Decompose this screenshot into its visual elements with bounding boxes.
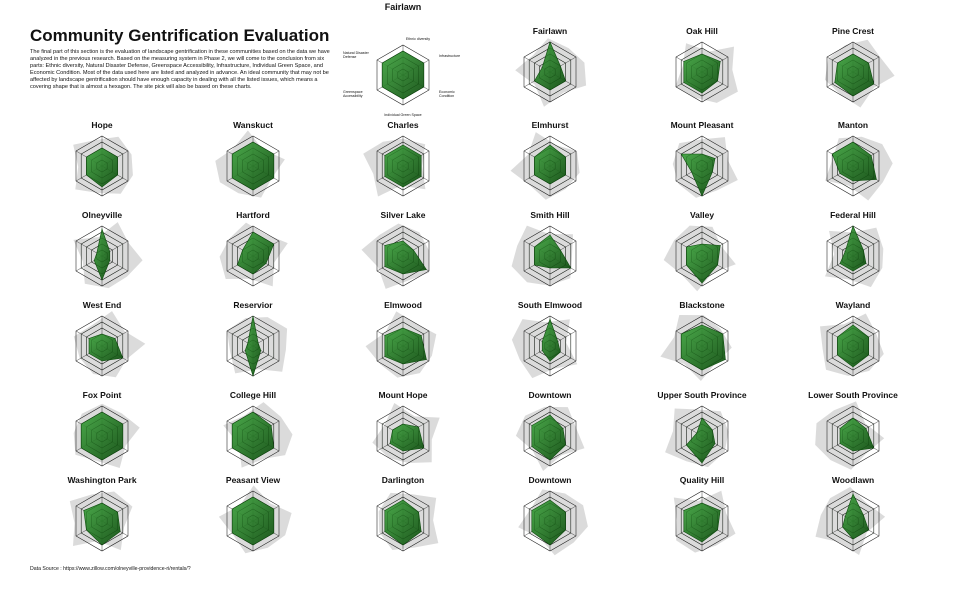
radar-chart-title: Blackstone [679,300,725,310]
radar-chart [675,26,738,103]
data-source-url[interactable]: https://www.zillow.com/olneyville-providence-ri/rentals/? [63,566,191,572]
radar-chart-title: Hope [91,120,113,130]
radar-chart-title: Wayland [835,300,871,310]
radar-chart-title: Pine Crest [831,26,875,36]
radar-chart [660,300,731,381]
radar-chart [74,390,140,468]
radar-chart [674,475,736,553]
radar-chart-title: Reservior [233,300,273,310]
radar-chart [512,300,582,378]
radar-chart-title: Mount Pleasant [670,120,734,130]
radar-chart [73,120,133,196]
radar-chart [825,120,893,201]
radar-chart-title: Elmhurst [531,120,569,130]
radar-chart [74,300,146,377]
radar-chart [67,475,136,551]
legend-axis-label: Ethnic diversity [405,37,431,41]
radar-chart-title: Hartford [236,210,270,220]
radar-chart-title: Charles [387,120,419,130]
radar-chart-title: Upper South Province [657,390,747,400]
intro-paragraph: The final part of this section is the evaluation of landscape gentrification in these communities based on the data we have analyzed in the previous research. Based on the measuring system in Phase 2, we will come to the conclusion from six parts: Ethnic diversity, Natural Disaster Defense, Greenspace Accessibility, Infrastructure, Individual Green Space, and Economic Condition. Most of the data used here are listed and analyzed in advance. An ideal community that may not be affected by landscape gentrification should have enough capacity in dealing with all the listed issues, which means a covering shape that is almost a hexagon. The site pick will also be based on these charts. [30,49,330,90]
radar-chart [512,210,576,286]
radar-chart [515,26,586,107]
legend-title: Fairlawn [384,2,422,12]
radar-chart [825,210,883,287]
radar-chart-title: Lower South Province [808,390,898,400]
radar-chart [362,210,430,289]
radar-chart-title: Oak Hill [686,26,718,36]
radar-chart-title: College Hill [229,390,277,400]
radar-chart-title: Fairlawn [532,26,568,36]
radar-chart [664,210,736,291]
radar-chart [820,300,884,376]
page-title: Community Gentrification Evaluation [30,26,330,45]
radar-chart-title: West End [82,300,122,310]
radar-chart [825,26,895,108]
radar-chart-title: Downtown [528,390,572,400]
radar-chart [227,300,287,376]
legend-axis-label: Individual Green Space [384,113,422,117]
radar-legend [343,2,460,117]
radar-area [382,51,424,99]
radar-chart [372,390,439,466]
radar-chart-title: Federal Hill [830,210,876,220]
radar-chart-title: South Elmwood [517,300,583,310]
radar-chart-title: Manton [837,120,869,130]
radar-chart [363,120,429,197]
radar-chart [223,390,292,468]
radar-chart [219,475,292,553]
legend-axis-label: Infrastructure [439,54,461,58]
radar-chart [671,120,738,198]
radar-chart-title: Smith Hill [530,210,570,220]
radar-chart [518,475,588,555]
radar-chart-title: Woodlawn [831,475,875,485]
radar-chart-title: Quality Hill [679,475,725,485]
radar-chart-title: Washington Park [67,475,137,485]
radar-chart [516,390,585,471]
radar-chart-title: Downtown [528,475,572,485]
radar-chart-title: Silver Lake [380,210,426,220]
radar-chart-title: Valley [689,210,715,220]
radar-chart-title: Peasant View [225,475,281,485]
radar-chart [377,475,438,551]
legend-axis-label: Economic Condition [439,90,455,99]
radar-chart-title: Mount Hope [378,390,428,400]
radar-chart-title: Olneyville [81,210,123,220]
radar-chart [808,390,898,470]
radar-chart [511,120,580,200]
radar-chart [366,300,437,378]
radar-chart [220,210,288,286]
radar-chart [657,390,747,467]
radar-chart [73,210,142,288]
legend-axis-label: Natural Disaster Defense [343,51,369,60]
data-source-label: Data Source : [30,566,62,572]
radar-chart-title: Darlington [381,475,425,485]
radar-chart [215,120,285,198]
radar-chart-title: Elmwood [384,300,422,310]
legend-axis-label: Greenspace Accessibility [343,90,363,99]
radar-chart [816,475,886,555]
radar-chart-title: Wanskuct [233,120,273,130]
radar-chart-title: Fox Point [82,390,122,400]
